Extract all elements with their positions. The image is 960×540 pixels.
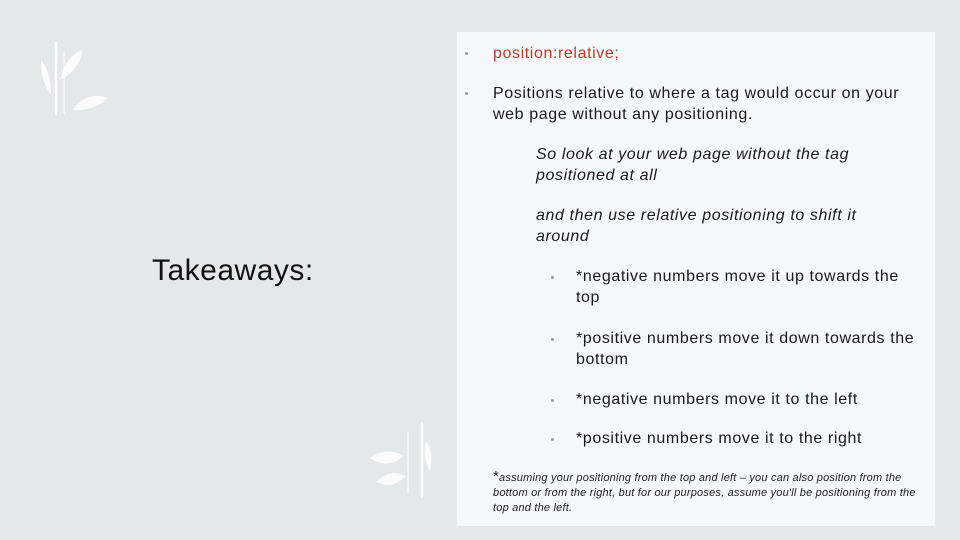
- description-bullet: Positions relative to where a tag would occur on your web page without any positioning.: [493, 85, 900, 123]
- heading-bullet: position:relative;: [493, 45, 620, 62]
- sub-paragraph: and then use relative positioning to shift it around: [536, 207, 857, 245]
- footnote: [493, 469, 918, 516]
- leaf-logo-icon: [366, 420, 440, 500]
- slide-title: Takeaways:: [152, 254, 314, 287]
- list-item: *negative numbers move it to the left: [576, 391, 858, 408]
- leaf-logo-icon: [38, 40, 112, 120]
- sub-paragraph: So look at your web page without the tag positioned at all: [536, 146, 850, 184]
- bullet-icon: [551, 276, 554, 279]
- bullet-icon: [551, 338, 554, 341]
- list-item: *positive numbers move it down towards the bottom: [576, 330, 915, 368]
- bullet-icon: [465, 52, 468, 55]
- list-item: *positive numbers move it to the right: [576, 430, 863, 447]
- footnote-text: assuming your positioning from the top and left – you can also position from the bottom or from the right, but for our purposes, assume you'll be positioning from the top and the left.: [493, 472, 916, 514]
- bullet-icon: [465, 92, 468, 95]
- footnote-star: *: [493, 468, 500, 485]
- bullet-icon: [551, 438, 554, 441]
- list-item: *negative numbers move it up towards the top: [576, 268, 899, 306]
- bullet-icon: [551, 399, 554, 402]
